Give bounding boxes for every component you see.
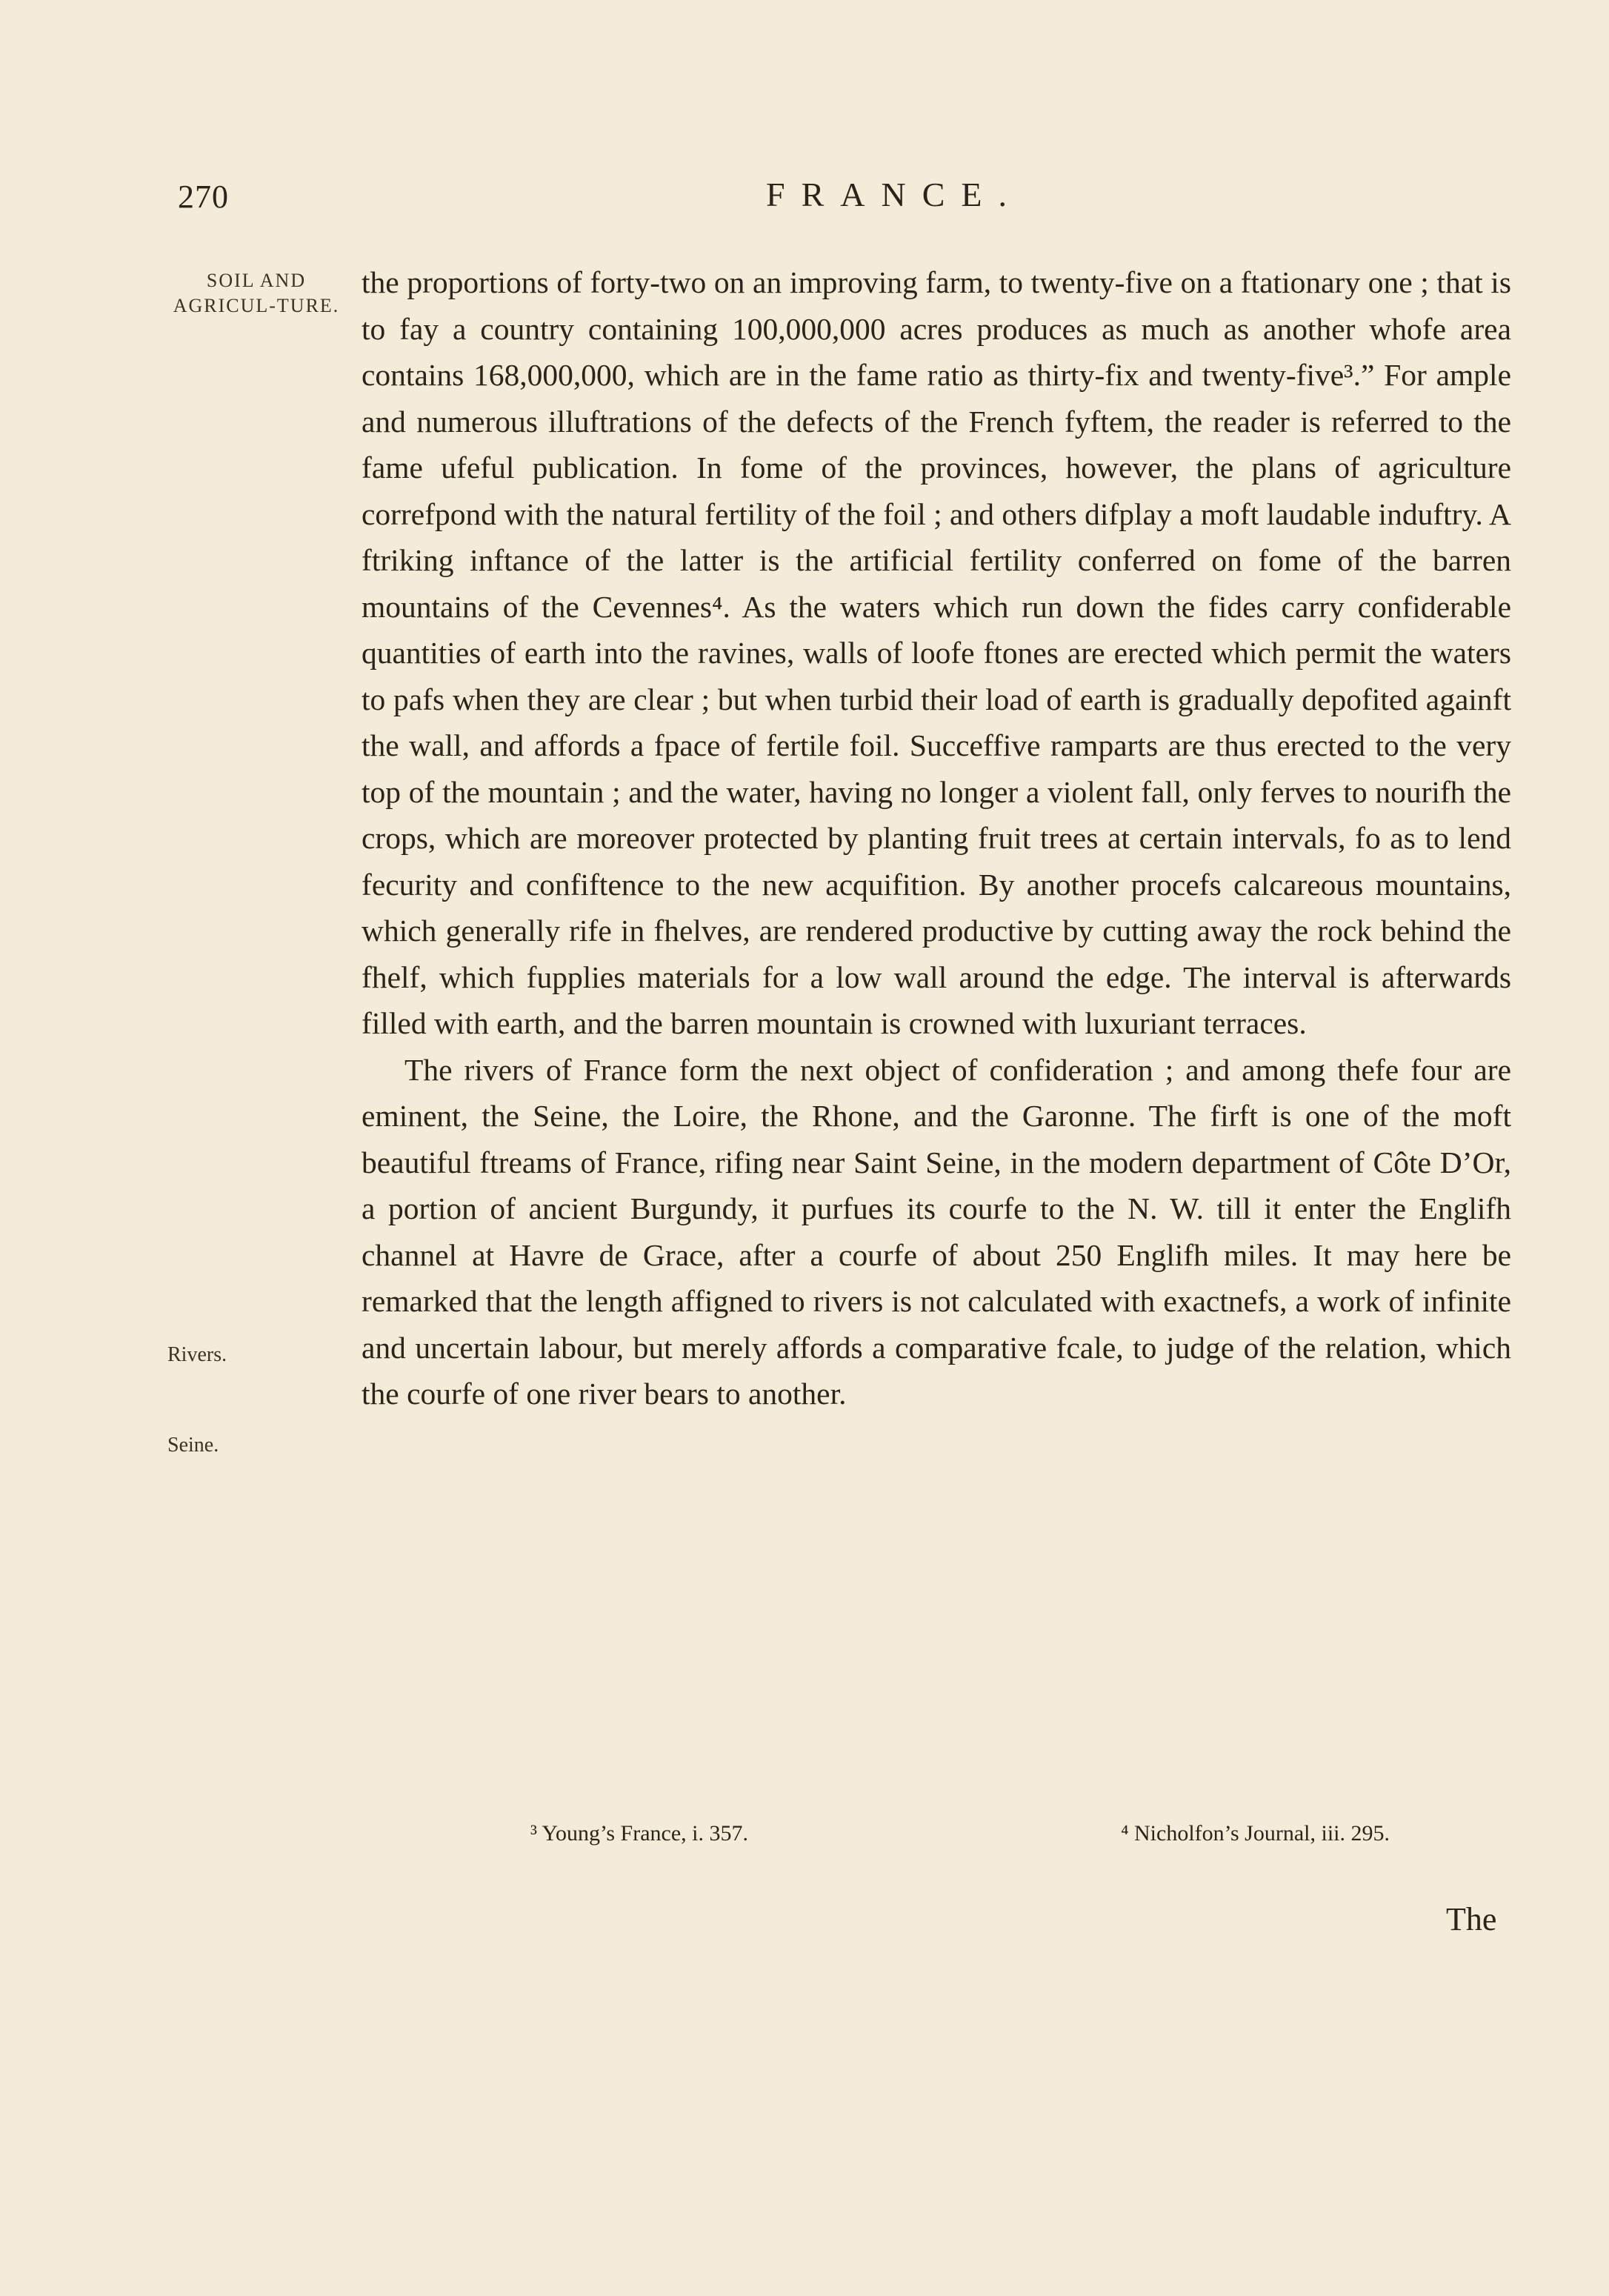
running-head: FRANCE.	[766, 176, 1023, 213]
paragraph-agriculture: the proportions of forty-two on an improving farm, to twenty-five on a ftationary one ; that is to fay a country containing 100,000,000 acres produces as much as another whofe area contains 168,000,000, which are in the fame ratio as thirty-fix and twenty-five³.” For ample and numerous illuftrations of the defects of the French fyftem, the reader is referred to the fame ufeful publication. In fome of the provinces, however, the plans of agriculture correfpond with the natural fertility of the foil ; and others difplay a moft laudable induftry. A ftriking inftance of the latter is the artificial fertility conferred on fome of the barren mountains of the Cevennes⁴. As the waters which run down the fides carry confiderable quantities of earth into the ravines, walls of loofe ftones are erected which permit the waters to pafs when they are clear ; but when turbid their load of earth is gradually depofited againft the wall, and affords a fpace of fertile foil. Succeffive ramparts are thus erected to the very top of the mountain ; and the water, having no longer a violent fall, only ferves to nourifh the crops, which are moreover protected by planting fruit trees at certain intervals, fo as to lend fecurity and confiftence to the new acquifition. By another procefs calcareous mountains, which generally rife in fhelves, are rendered productive by cutting away the rock behind the fhelf, which fupplies materials for a low wall around the edge. The interval is afterwards filled with earth, and the barren mountain is crowned with luxuriant terraces.	[362, 265, 1511, 1040]
catchword: The	[1446, 1901, 1497, 1937]
body-text	[362, 259, 1511, 1417]
footnotes	[530, 1821, 1390, 1846]
paragraph-rivers: The rivers of France form the next object of confideration ; and among thefe four are eminent, the Seine, the Loire, the Rhone, and the Garonne. The firft is one of the moft beautiful ftreams of France, rifing near Saint Seine, in the modern department of Côte D’Or, a portion of ancient Burgundy, it purfues its courfe to the N. W. till it enter the Englifh channel at Havre de Grace, after a courfe of about 250 Englifh miles. It may here be remarked that the length affigned to rivers is not calculated with exactnefs, a work of infinite and uncertain labour, but merely affords a comparative fcale, to judge of the relation, which the courfe of one river bears to another.	[362, 1052, 1511, 1411]
footnote-3: ³ Young’s France, i. 357.	[530, 1821, 749, 1846]
margin-note-seine: Seine.	[167, 1434, 219, 1457]
footnote-4: ⁴ Nicholfon’s Journal, iii. 295.	[1121, 1821, 1390, 1846]
page-number: 270	[178, 179, 229, 215]
margin-note-soil-and-agriculture: SOIL AND AGRICUL-TURE.	[173, 270, 340, 316]
margin-note-rivers: Rivers.	[167, 1343, 227, 1366]
